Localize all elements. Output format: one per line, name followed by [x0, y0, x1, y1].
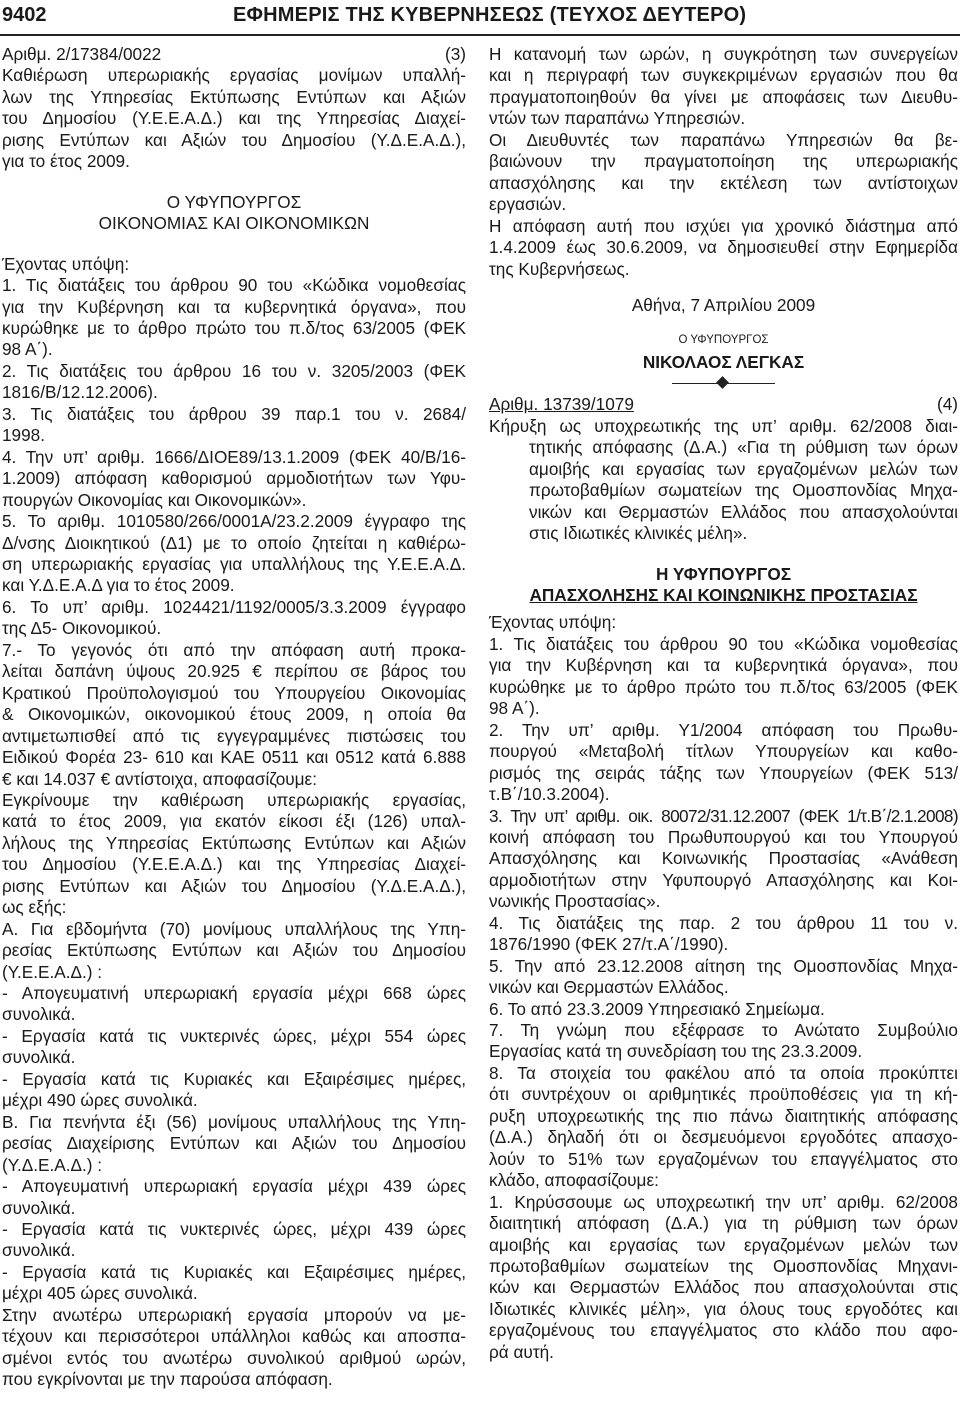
body-line: μέχρι 405 ώρες συνολικά.	[2, 1283, 198, 1304]
body-line: Ειδικού Φορέα 23- 610 και ΚΑΕ 0511 και 0512 κατά 6.888	[2, 747, 466, 768]
body-line: (Δ.Α.) δηλαδή ότι οι δεσμευόμενοι εργοδότες απασχο-	[489, 1127, 958, 1148]
body-line: και Υ.Δ.Ε.Α.Δ για το έτος 2009.	[2, 575, 235, 596]
body-line: - Εργασία κατά τις Κυριακές και Εξαιρέσιμες ημέρες,	[2, 1068, 466, 1089]
body-line: Έχοντας υπόψη:	[489, 612, 617, 633]
body-line: συνολικά.	[2, 1004, 76, 1025]
diamond-icon	[716, 376, 729, 389]
signer-title: Ο ΥΦΥΠΟΥΡΓΟΣ	[678, 334, 769, 347]
body-line: συνολικά.	[2, 1047, 76, 1068]
body-line: Η απόφαση αυτή που ισχύει για χρονικό διάστημα από	[489, 215, 958, 236]
body-line: 7.- Το γεγονός ότι από την απόφαση αυτή προκα-	[2, 639, 466, 660]
title-line: στις Ιδιωτικές κλινικές μέλη».	[529, 523, 748, 544]
body-line: & Οικονομικών, οικονομικού έτους 2009, η οποία θα	[2, 704, 466, 725]
body-line: ρισμός της σειράς τάξης των Υπουργείων (ΦΕΚ 513/	[489, 762, 958, 783]
body-line: 1998.	[2, 425, 46, 446]
body-line: για την Κυβέρνηση και τα κυβερνητικά όργανα», που	[489, 655, 958, 676]
authority-line-2: ΟΙΚΟΝΟΜΙΑΣ ΚΑΙ ΟΙΚΟΝΟΜΙΚΩΝ	[98, 213, 370, 234]
body-line: λήλους της Υπηρεσίας Εκτύπωσης Εντύπων και Αξιών	[2, 832, 466, 853]
left-column	[2, 44, 466, 1391]
body-line: μέχρι 490 ώρες συνολικά.	[2, 1090, 198, 1111]
body-line: (Υ.Δ.Ε.Α.Δ.) :	[2, 1154, 103, 1175]
right-column	[489, 44, 958, 1363]
body-line: Ιδιωτικές κλινικές μέλη», για όλους τους εργοδότες και	[489, 1298, 958, 1319]
body-line: ότι συντρέχουν οι αριθμητικές προϋποθέσεις για τη κή-	[489, 1084, 958, 1105]
title-line: του Δημοσίου (Υ.Ε.Ε.Α.Δ.) και της Υπηρεσίας Διαχεί-	[2, 108, 466, 129]
body-line: αρμοδιοτήτων στην Υφυπουργό Απασχόλησης και Κοι-	[489, 869, 958, 890]
decision-3-title	[2, 65, 466, 172]
body-line: 3. Την υπ’ αριθμ. οικ. 80072/31.12.2007 (ΦΕΚ 1/τ.Β΄/2.1.2008)	[489, 805, 958, 826]
body-line: κυρώθηκε με το άρθρο πρώτο του π.δ/τος 63/2005 (ΦΕΚ	[489, 676, 958, 697]
body-line: - Εργασία κατά τις Κυριακές και Εξαιρέσιμες ημέρες,	[2, 1261, 466, 1282]
decision-index: (4)	[936, 394, 958, 415]
body-line: συνολικά.	[2, 1197, 76, 1218]
body-line: αμοιβής και εργασίας των εργαζομένων μελών των	[489, 1234, 958, 1255]
body-line: 98 Α΄).	[489, 698, 540, 719]
title-line: νικών και Θερμαστών Ελλάδος που απασχολούνται	[529, 501, 958, 522]
body-line: 1876/1990 (ΦΕΚ 27/τ.Α΄/1990).	[489, 934, 729, 955]
body-line: ρά αυτή.	[489, 1341, 554, 1362]
body-line: € και 14.037 € αντίστοιχα, αποφασίζουμε:	[2, 768, 317, 789]
body-line: 8. Τα στοιχεία του φακέλου από τα οποία προκύπτει	[489, 1062, 958, 1083]
body-line: συνολικά.	[2, 1240, 76, 1261]
body-line: και η περιγραφή των συγκεκριμένων εργασιών που θα	[489, 65, 958, 86]
body-line: που εγκρίνονται με την παρούσα απόφαση.	[2, 1369, 333, 1390]
body-line: 5. Την από 23.12.2008 αίτηση της Ομοσπονδίας Μηχα-	[489, 955, 958, 976]
body-line: του Δημοσίου (Υ.Ε.Ε.Α.Δ.) και της Υπηρεσίας Διαχεί-	[2, 854, 466, 875]
body-line: 1816/Β/12.12.2006).	[2, 382, 158, 403]
body-line: Β. Για πενήντα έξι (56) μονίμους υπαλλήλους της Υπη-	[2, 1111, 466, 1132]
body-line: της Δ5- Οικονομικού.	[2, 618, 162, 639]
decision-3-body	[2, 254, 466, 1391]
body-line: 7. Τη γνώμη που εξέφρασε το Ανώτατο Συμβούλιο	[489, 1020, 958, 1041]
body-line: 1. Τις διατάξεις του άρθρου 90 του «Κώδικα νομοθεσίας	[2, 275, 466, 296]
body-line: κατά το έτος 2009, για εκατόν είκοσι έξι (126) υπαλ-	[2, 811, 466, 832]
body-line: κλάδο, αποφασίζουμε:	[489, 1170, 659, 1191]
title-line: Καθιέρωση υπερωριακής εργασίας μονίμων υπαλλή-	[2, 65, 466, 86]
body-line: κοινή απόφαση του Πρωθυπουργού και του Υπουργού	[489, 826, 958, 847]
body-line: ρυξη υποχρεωτικής της πιο πάνω διαιτητικής απόφασης	[489, 1105, 958, 1126]
authority-line-1: Ο ΥΦΥΠΟΥΡΓΟΣ	[166, 191, 302, 212]
body-line: διαιτητική απόφαση (Δ.Α.) για τη ρύθμιση των όρων	[489, 1213, 958, 1234]
body-line: Οι Διευθυντές των παραπάνω Υπηρεσιών θα βε-	[489, 129, 958, 150]
body-line: 6. Το υπ’ αριθμ. 1024421/1192/0005/3.3.2009 έγγραφο	[2, 596, 466, 617]
decision-3-heading	[2, 44, 466, 65]
body-line: κών και Θερμαστών Ελλάδος που απασχολούνται στις	[489, 1277, 958, 1298]
authority-line-2: ΑΠΑΣΧΟΛΗΣΗΣ ΚΑΙ ΚΟΙΝΩΝΙΚΗΣ ΠΡΟΣΤΑΣΙΑΣ	[529, 584, 918, 605]
title-line: τητικής απόφασης (Δ.Α.) «Για τη ρύθμιση των όρων	[529, 437, 958, 458]
header-rule	[0, 34, 960, 36]
body-line: τέχουν και περισσότεροι υπάλληλοι καθώς και αποσπα-	[2, 1326, 466, 1347]
decision-number: Αριθμ. 13739/1079	[489, 394, 634, 415]
body-line: Εγκρίνουμε την καθιέρωση υπερωριακής εργασίας,	[2, 789, 466, 810]
body-line: - Εργασία κατά τις νυκτερινές ώρες, μέχρι 439 ώρες	[2, 1219, 466, 1240]
gazette-title: ΕΦΗΜΕΡΙΣ ΤΗΣ ΚΥΒΕΡΝΗΣΕΩΣ (ΤΕΥΧΟΣ ΔΕΥΤΕΡΟ)	[233, 4, 747, 26]
body-line: νωνικής Προστασίας».	[489, 891, 661, 912]
body-line: εργαζομένους του επαγγέλματος στο κλάδο που αφο-	[489, 1320, 958, 1341]
body-line: 3. Τις διατάξεις του άρθρου 39 παρ.1 του ν. 2684/	[2, 403, 466, 424]
body-line: 2. Τις διατάξεις του άρθρου 16 του ν. 3205/2003 (ΦΕΚ	[2, 360, 466, 381]
body-line: πουργών Οικονομίας και Οικονομικών».	[2, 489, 307, 510]
body-line: Στην ανωτέρω υπερωριακή εργασία μπορούν να με-	[2, 1304, 466, 1325]
page-header	[0, 0, 960, 34]
page-number: 9402	[2, 4, 47, 26]
title-line: Κήρυξη ως υποχρεωτικής της υπ’ αριθμ. 62/2008 διαι-	[489, 415, 958, 436]
body-line: τ.Β΄/10.3.2004).	[489, 784, 610, 805]
body-line: 4. Την υπ’ αριθμ. 1666/ΔΙΟΕ89/13.1.2009 (ΦΕΚ 40/Β/16-	[2, 446, 466, 467]
body-line: πραγματοποιηθούν θα γίνει με αποφάσεις των Διευθυ-	[489, 86, 958, 107]
decision-4-body	[489, 612, 958, 1363]
title-line: πρωτοβαθμίων σωματείων της Ομοσπονδίας Μηχα-	[529, 480, 958, 501]
body-line: αντιμετωπισθεί από τις εγγεγραμμένες πιστώσεις του	[2, 725, 466, 746]
body-line: 6. Το από 23.3.2009 Υπηρεσιακό Σημείωμα.	[489, 998, 825, 1019]
body-line: ρεσίας Εκτύπωσης Εντύπων και Αξιών του Δημοσίου	[2, 940, 466, 961]
body-line: Έχοντας υπόψη:	[2, 253, 130, 274]
body-line: 1.4.2009 έως 30.6.2009, να δημοσιευθεί στην Εφημερίδα	[489, 237, 958, 258]
body-line: απασχόλησης και την εκτέλεση των αντίστοιχων	[489, 172, 958, 193]
decision-index: (3)	[444, 44, 466, 64]
decision-number: Αριθμ. 2/17384/0022	[2, 44, 162, 64]
body-line: Η κατανομή των ωρών, η συγκρότηση των συνεργείων	[489, 44, 958, 64]
body-line: βαιώνουν την πραγματοποίηση της υπερωριακής	[489, 151, 958, 172]
body-line: της Κυβερνήσεως.	[489, 258, 630, 279]
title-line: λων της Υπηρεσίας Εκτύπωσης Εντύπων και Αξιών	[2, 86, 466, 107]
body-line: 98 Α΄).	[2, 339, 53, 360]
body-line: 1.2009) απόφαση καθορισμού αρμοδιοτήτων των Υφυ-	[2, 468, 466, 489]
decision-4-title	[489, 416, 958, 545]
body-line: 5. Το αριθμ. 1010580/266/0001Α/23.2.2009 έγγραφο της	[2, 511, 466, 532]
body-line: Απασχόλησης και Κοινωνικής Προστασίας «Ανάθεση	[489, 848, 958, 869]
body-line: 1. Κηρύσσουμε ως υποχρεωτική την υπ’ αριθμ. 62/2008	[489, 1191, 958, 1212]
body-line: Κρατικού Προϋπολογισμού του Υπουργείου Οικονομίας	[2, 682, 466, 703]
body-line: Α. Για εβδομήντα (70) μονίμους υπαλλήλους της Υπη-	[2, 918, 466, 939]
body-line: (Υ.Ε.Ε.Α.Δ.) :	[2, 961, 103, 982]
decision-3-closing	[489, 44, 958, 280]
body-line: ως εξής:	[2, 897, 67, 918]
body-line: ρεσίας Διαχείρισης Εντύπων και Αξιών του Δημοσίου	[2, 1133, 466, 1154]
body-line: κυρώθηκε με το άρθρο πρώτο του π.δ/τος 63/2005 (ΦΕΚ	[2, 317, 466, 338]
body-line: ρισης Εντύπων και Αξιών του Δημοσίου (Υ.Δ.Ε.Α.Δ.),	[2, 875, 466, 896]
body-line: - Απογευματινή υπερωριακή εργασία μέχρι 668 ώρες	[2, 983, 466, 1004]
body-line: ση υπερωριακής εργασίας για υπαλλήλους της Υ.Ε.Ε.Α.Δ.	[2, 553, 466, 574]
authority-line-1: Η ΥΦΥΠΟΥΡΓΟΣ	[655, 563, 792, 584]
title-line: αμοιβής και εργασίας των εργαζομένων μελών των	[529, 458, 958, 479]
body-line: Δ/νσης Διοικητικού (Δ1) με το οποίο ζητείται η καθιέρω-	[2, 532, 466, 553]
body-line: 1. Τις διατάξεις του άρθρου 90 του «Κώδικα νομοθεσίας	[489, 633, 958, 654]
title-line: ρισης Εντύπων και Αξιών του Δημοσίου (Υ.Δ.Ε.Α.Δ.),	[2, 129, 466, 150]
body-line: - Εργασία κατά τις νυκτερινές ώρες, μέχρι 554 ώρες	[2, 1025, 466, 1046]
body-line: για την Κυβέρνηση και τα κυβερνητικά όργανα», που	[2, 296, 466, 317]
body-line: νικών και Θερμαστών Ελλάδος.	[489, 977, 729, 998]
body-line: λούν το 51% των εργαζομένων του επαγγέλματος στο	[489, 1148, 958, 1169]
decision-4-heading	[489, 394, 958, 415]
body-line: ντών των παραπάνω Υπηρεσιών.	[489, 108, 746, 129]
section-divider	[489, 373, 958, 394]
body-line: Εργασίας κατά τη συνεδρίαση του της 23.3.2009.	[489, 1041, 863, 1062]
body-line: - Απογευματινή υπερωριακή εργασία μέχρι 439 ώρες	[2, 1176, 466, 1197]
body-line: πουργού «Μεταβολή τίτλων Υπουργείων και καθο-	[489, 741, 958, 762]
body-line: λείται δαπάνη ύψους 20.925 € περίπου σε βάρος του	[2, 661, 466, 682]
place-date: Αθήνα, 7 Απριλίου 2009	[631, 294, 816, 315]
body-line: εργασιών.	[489, 194, 567, 215]
body-line: 2. Την υπ’ αριθμ. Υ1/2004 απόφαση του Πρωθυ-	[489, 719, 958, 740]
signer-name: ΝΙΚΟΛΑΟΣ ΛΕΓΚΑΣ	[642, 351, 805, 372]
title-line: για το έτος 2009.	[2, 151, 130, 172]
body-line: 4. Τις διατάξεις της παρ. 2 του άρθρου 11 του ν.	[489, 912, 958, 933]
body-line: πρωτοβαθμίων σωματείων της Ομοσπονδίας Μηχανι-	[489, 1256, 958, 1277]
body-line: σμένοι εντός του ανωτέρω συνολικού αριθμού ωρών,	[2, 1347, 466, 1368]
